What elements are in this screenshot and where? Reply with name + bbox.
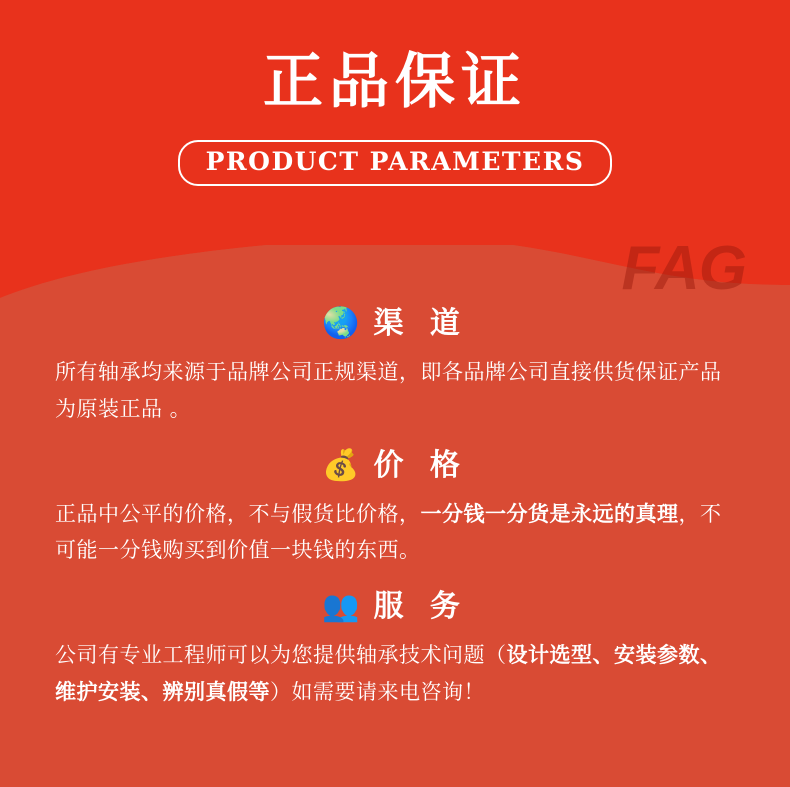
page-title: 正品保证 — [263, 47, 527, 117]
section-body: 所有轴承均来源于品牌公司正规渠道，即各品牌公司直接供货保证产品为原装正品 。 — [55, 360, 722, 421]
section-channel — [0, 300, 790, 428]
section-header — [0, 583, 790, 631]
section-price — [0, 442, 790, 570]
section-service — [0, 583, 790, 711]
section-title: 服 务 — [373, 589, 468, 624]
section-body: 正品中公平的价格，不与假货比价格，一分钱一分货是永远的真理，不可能一分钱购买到价值一块钱的东西。 — [55, 501, 722, 563]
banner-subtitle-wrap — [0, 140, 790, 186]
globe-icon: 🌏 — [322, 307, 360, 340]
sections-container — [0, 300, 790, 725]
section-header — [0, 300, 790, 348]
section-body: 公司有专业工程师可以为您提供轴承技术问题（设计选型、安装参数、维护安装、辨别真假等）如需要请来电咨询！ — [55, 643, 722, 704]
people-icon: 👥 — [322, 590, 360, 623]
banner — [0, 0, 790, 245]
section-title: 渠 道 — [373, 306, 468, 341]
money-bag-icon: 💰 — [322, 448, 360, 482]
banner-subtitle: PRODUCT PARAMETERS — [178, 140, 613, 186]
brand-watermark: FAG — [621, 234, 746, 303]
section-title: 价 格 — [373, 447, 468, 483]
section-header — [0, 442, 790, 490]
